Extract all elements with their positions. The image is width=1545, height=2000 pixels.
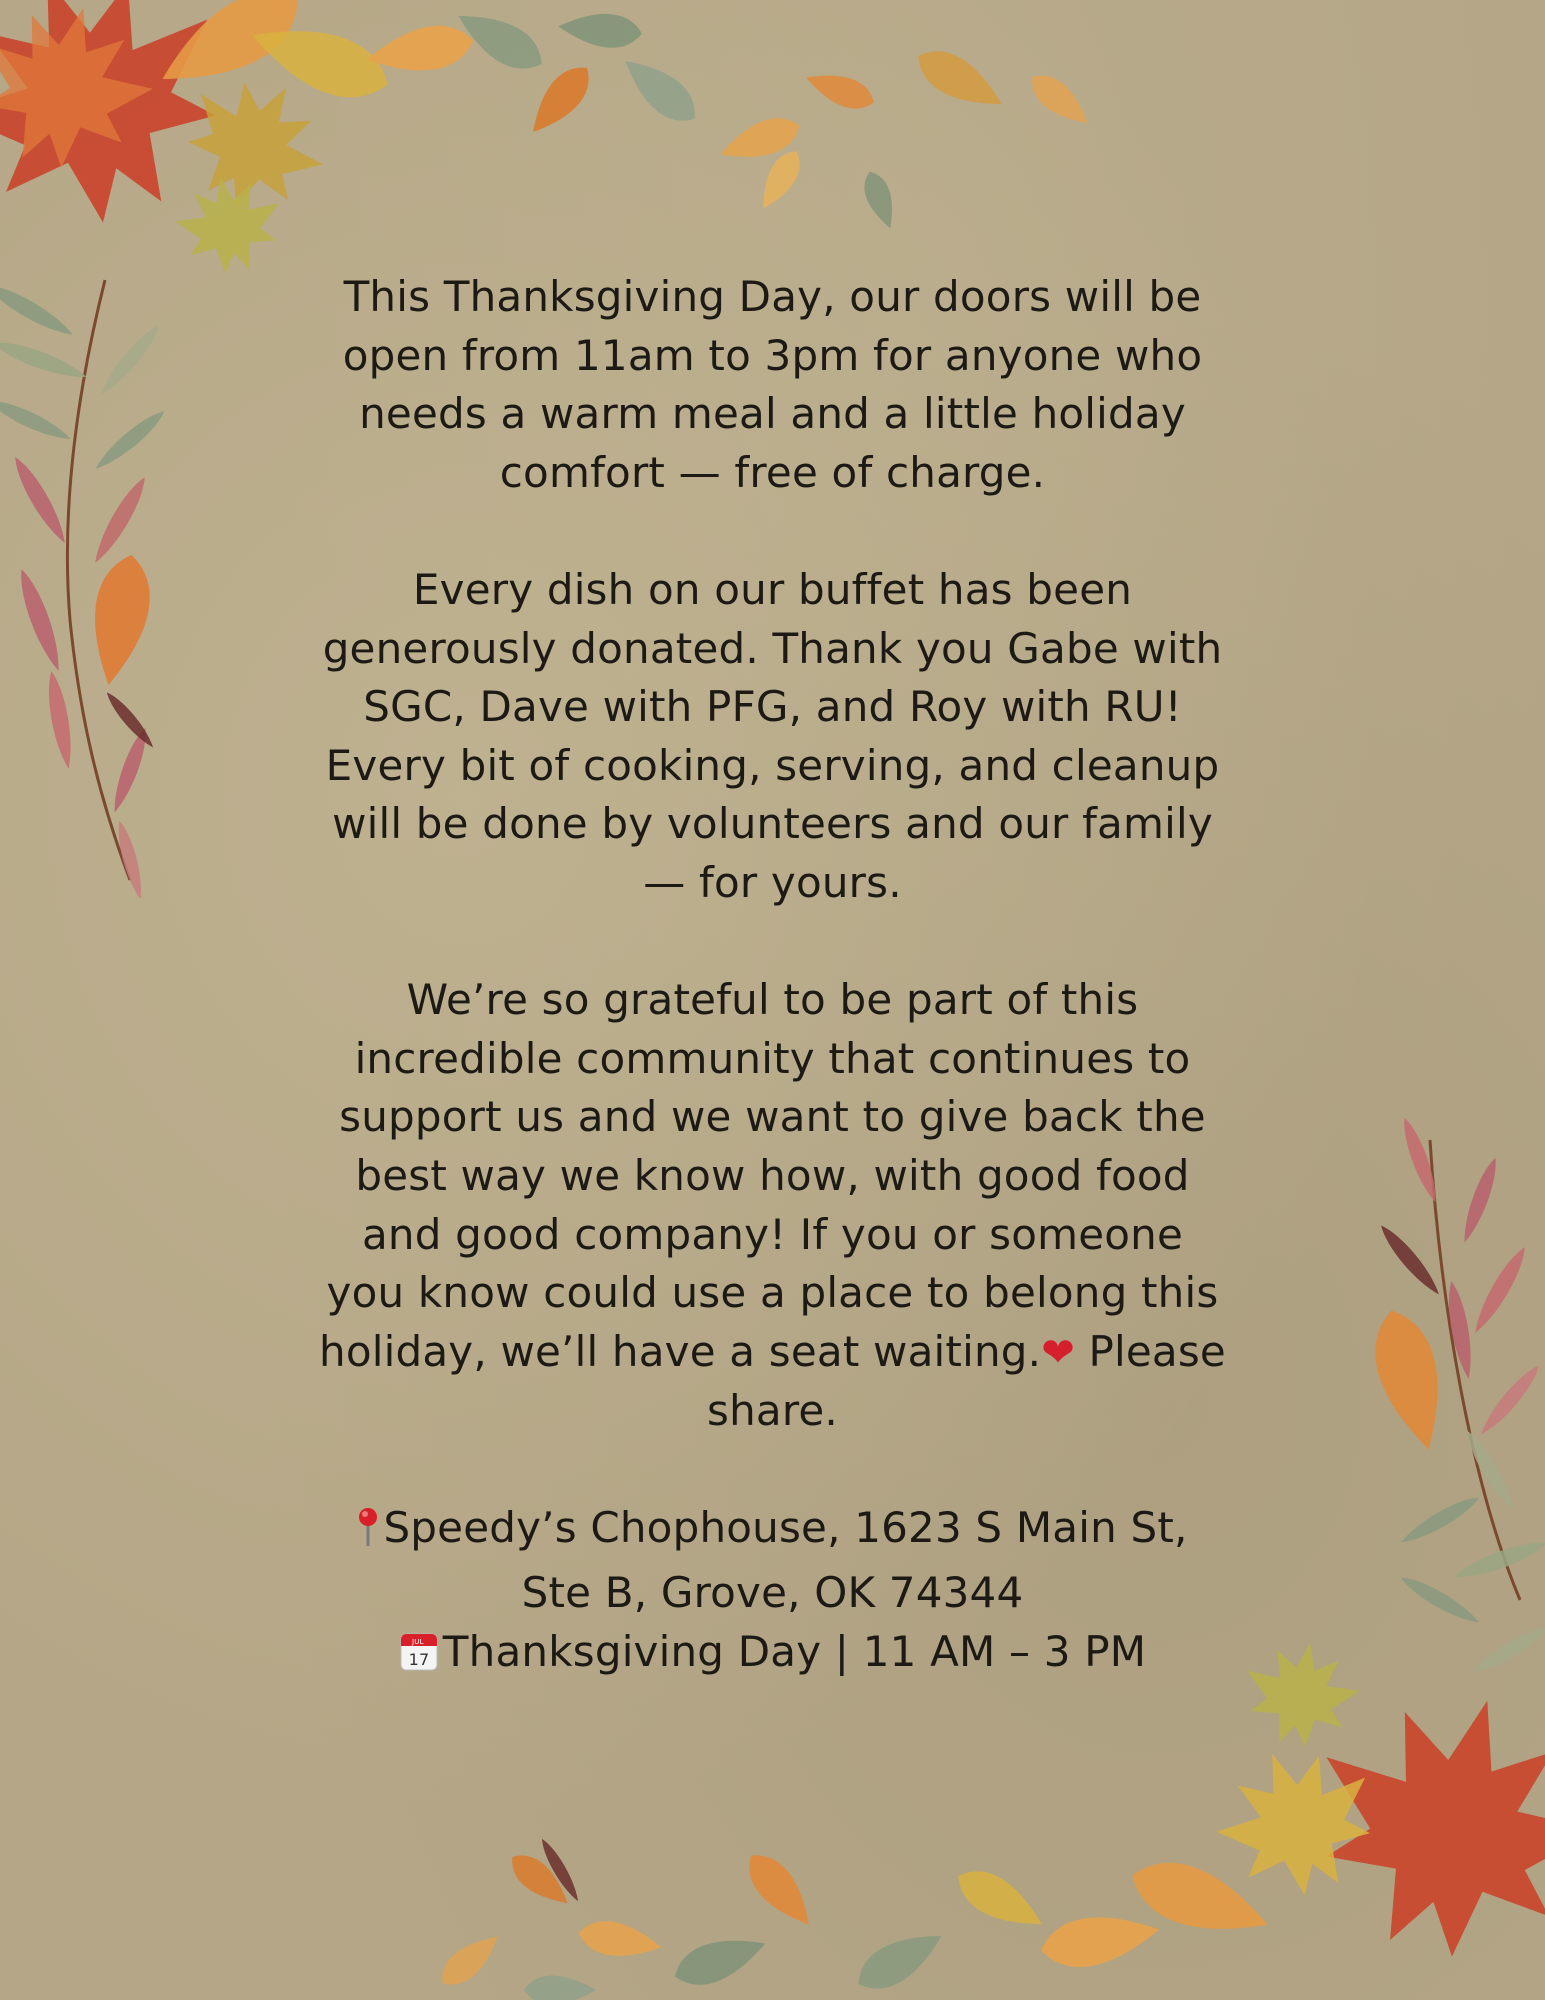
date-time-line	[300, 1623, 1245, 1688]
calendar-day: 17	[408, 1649, 430, 1669]
gratitude-line: support us and we want to give back the	[339, 1092, 1206, 1142]
gratitude-line-with-heart	[300, 1323, 1245, 1383]
intro-line: comfort — free of charge.	[499, 447, 1046, 497]
gratitude-line: incredible community that continues to	[354, 1033, 1191, 1083]
intro-line: This Thanksgiving Day, our doors will be	[343, 272, 1202, 321]
intro-line: needs a warm meal and a little holiday	[359, 389, 1186, 439]
calendar-icon	[399, 1629, 439, 1688]
round-pushpin-icon	[357, 1505, 379, 1564]
address-line-2: Ste B, Grove, OK 74344	[521, 1568, 1024, 1618]
gratitude-line: best way we know how, with good food	[355, 1150, 1190, 1200]
donations-line: SGC, Dave with PFG, and Roy with RU!	[363, 682, 1182, 732]
gratitude-paragraph	[300, 971, 1245, 1441]
date-time-text: Thanksgiving Day | 11 AM – 3 PM	[442, 1626, 1147, 1676]
donations-line: Every bit of cooking, serving, and cleanup	[325, 740, 1220, 790]
donations-line: Every dish on our buffet has been	[412, 564, 1133, 614]
flyer-body	[300, 268, 1245, 1687]
donations-line: will be done by volunteers and our family	[332, 799, 1213, 849]
gratitude-line: share.	[707, 1386, 838, 1436]
donations-line: — for yours.	[643, 857, 902, 907]
gratitude-line: you know could use a place to belong this	[326, 1268, 1219, 1318]
calendar-month: JUL	[411, 1637, 424, 1646]
address-line-1: Speedy’s Chophouse, 1623 S Main St,	[383, 1503, 1188, 1553]
gratitude-line: We’re so grateful to be part of this	[406, 975, 1139, 1025]
gratitude-line: and good company! If you or someone	[361, 1209, 1184, 1259]
event-details	[300, 1499, 1245, 1687]
heart-icon: ❤	[1041, 1329, 1075, 1376]
address-line	[300, 1499, 1245, 1564]
intro-paragraph	[300, 268, 1245, 502]
donations-paragraph	[300, 561, 1245, 913]
gratitude-line-end: Please	[1074, 1326, 1226, 1376]
gratitude-line-start: holiday, we’ll have a seat waiting.	[319, 1326, 1042, 1376]
intro-line: open from 11am to 3pm for anyone who	[342, 330, 1203, 380]
donations-line: generously donated. Thank you Gabe with	[322, 623, 1223, 673]
